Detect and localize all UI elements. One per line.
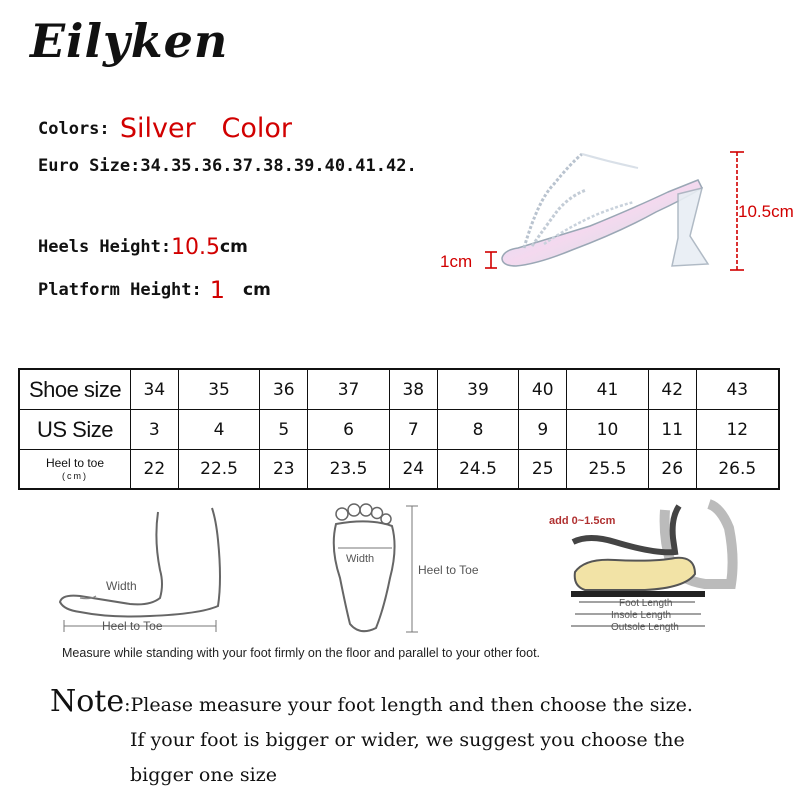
table-cell: 10 [567,410,649,450]
brand-logo: Eilyken [30,14,229,68]
table-cell: 12 [696,410,779,450]
table-cell: 23 [260,450,308,489]
table-cell: 39 [437,369,519,410]
platform-height-value: 1 [209,276,226,304]
add-allowance-label: add 0~1.5cm [549,515,616,527]
euro-size-label: Euro Size: [38,156,141,176]
top-heel-to-toe-label: Heel to Toe [418,563,479,577]
size-chart-table [18,368,780,490]
table-cell: 40 [519,369,567,410]
note-line-3: bigger one size [130,764,277,786]
row-header: Shoe size [19,369,131,410]
note-line-1: :Please measure your foot length and then choose the size. [124,694,693,716]
table-cell: 22.5 [178,450,260,489]
table-cell: 38 [389,369,437,410]
heel-height-unit: cm [220,237,248,257]
table-cell: 5 [260,410,308,450]
insole-length-label: Insole Length [611,610,672,621]
outsole-length-label: Outsole Length [611,622,679,633]
table-cell: 7 [389,410,437,450]
table-cell: 4 [178,410,260,450]
row-header-label: Heel to toe [45,455,105,470]
colors-value: Silver Color [119,113,292,144]
row-header-unit: (cm) [62,470,88,481]
measure-caption: Measure while standing with your foot firmly on the floor and parallel to your other foot. [62,646,541,660]
foot-in-shoe-diagram [545,498,745,644]
row-header [19,450,131,489]
foot-length-label: Foot Length [619,598,673,609]
table-cell: 23.5 [308,450,390,489]
table-cell: 8 [437,410,519,450]
table-row-shoe-size [19,369,779,410]
platform-height-dim-label: 1cm [440,252,473,271]
colors-spec [38,113,292,144]
top-foot-diagram [320,498,520,642]
table-cell: 3 [131,410,179,450]
table-cell: 26 [648,450,696,489]
side-width-label: Width [106,579,137,593]
table-cell: 42 [648,369,696,410]
table-cell: 24.5 [437,450,519,489]
table-cell: 9 [519,410,567,450]
table-cell: 34 [131,369,179,410]
table-cell: 36 [260,369,308,410]
table-cell: 11 [648,410,696,450]
table-cell: 22 [131,450,179,489]
table-cell: 25.5 [567,450,649,489]
heel-height-dim-label: 10.5cm [738,202,794,221]
heel-height-value: 10.5 [171,235,221,260]
note-line-2: If your foot is bigger or wider, we suggest you choose the [130,729,685,751]
table-cell: 24 [389,450,437,489]
heel-height-spec [38,235,248,260]
euro-size-spec [38,156,417,176]
side-foot-diagram [40,500,240,640]
side-heel-to-toe-label: Heel to Toe [102,619,163,633]
table-cell: 25 [519,450,567,489]
top-width-label: Width [346,553,375,565]
note-label: Note [50,684,125,719]
table-cell: 26.5 [696,450,779,489]
platform-height-unit: cm [243,280,271,300]
table-cell: 6 [308,410,390,450]
table-row-us-size [19,410,779,450]
table-cell: 35 [178,369,260,410]
platform-height-spec [38,276,271,304]
colors-label: Colors: [38,119,110,139]
row-header: US Size [19,410,131,450]
table-cell: 43 [696,369,779,410]
euro-size-value: 34.35.36.37.38.39.40.41.42. [140,156,417,176]
size-note [50,684,693,793]
heel-height-label: Heels Height: [38,237,172,257]
table-cell: 41 [567,369,649,410]
table-cell: 37 [308,369,390,410]
table-row-heel-to-toe [19,450,779,489]
platform-height-label: Platform Height: [38,280,202,300]
